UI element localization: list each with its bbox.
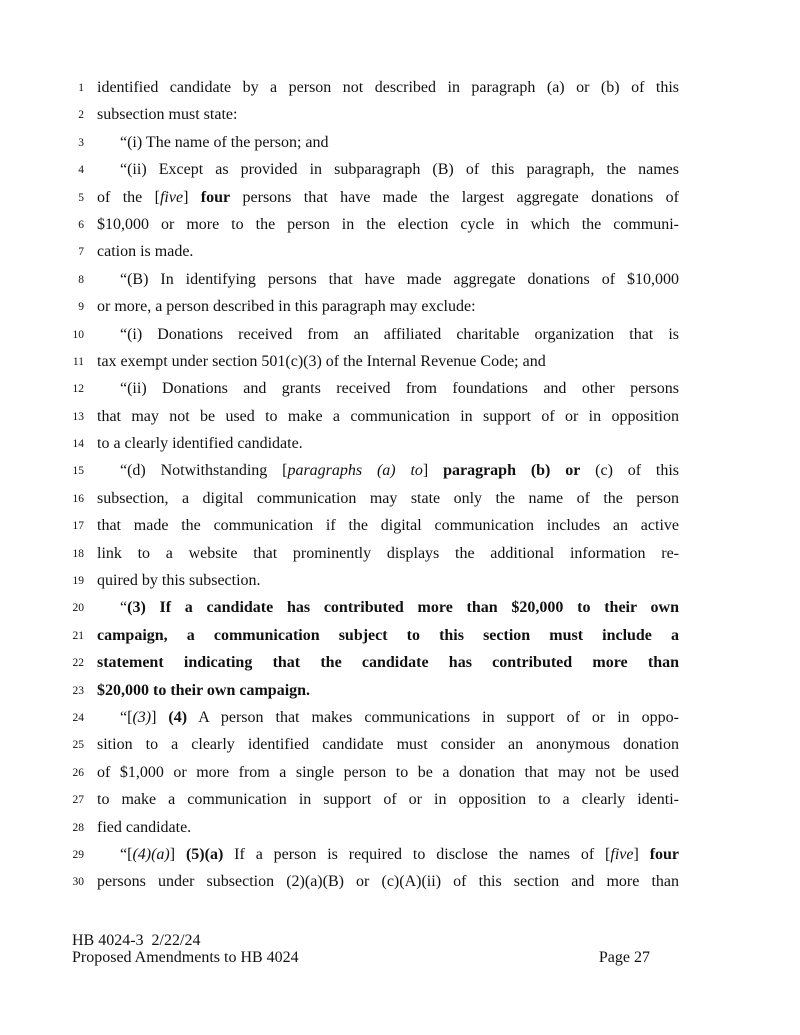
line-number: 28 [72,821,84,834]
line-text [97,762,679,784]
footer-doc-id: HB 4024-3 2/22/24 [72,932,201,949]
line-number: 5 [78,191,84,204]
line-number: 4 [78,164,84,177]
text-segment: to a clearly identified candidate. [97,435,303,453]
text-line [0,762,800,789]
text-line [0,680,800,707]
line-text [97,570,679,592]
line-number: 20 [72,602,84,615]
text-line [0,460,800,487]
amendment-deletion: five [610,845,634,863]
text-line [0,269,800,296]
line-number: 25 [72,739,84,752]
line-text [97,789,679,811]
text-segment: sition to a clearly identified candidate must consider an anonymous donation [97,736,679,754]
text-segment: “(B) In identifying persons that have made aggregate donations of $10,000 [120,270,679,288]
text-segment: “(ii) Donations and grants received from foundations and other persons [120,380,679,398]
text-segment: ] [422,462,444,480]
text-segment: “(i) Donations received from an affiliated charitable organization that is [120,325,679,343]
amendment-deletion: (3) [132,708,152,726]
line-number: 7 [78,246,84,259]
text-line [0,817,800,844]
text-segment: “(d) Notwithstanding [ [120,462,288,480]
text-line [0,515,800,542]
line-text [97,324,679,346]
line-number: 23 [72,684,84,697]
line-number: 27 [72,794,84,807]
line-text [97,406,679,428]
line-text [97,817,679,839]
text-line [0,844,800,871]
text-segment: ] [151,708,169,726]
amendment-deletion: (4)(a) [132,845,170,863]
text-segment: cation is made. [97,243,194,261]
line-text [97,77,679,99]
amendment-insertion: (3) If a candidate has contributed more than $20,000 to their own [127,599,679,617]
page-number: Page 27 [598,949,650,966]
line-text [97,734,679,756]
line-text [97,159,679,181]
text-segment: that may not be used to make a communication in support of or in opposition [97,407,679,425]
text-segment: If a person is required to disclose the names of [ [223,845,611,863]
line-text [97,269,679,291]
text-segment: fied candidate. [97,818,192,836]
footer-title: Proposed Amendments to HB 4024 [72,949,299,966]
line-number: 14 [72,438,84,451]
text-line [0,488,800,515]
line-text [97,707,679,729]
text-line [0,734,800,761]
text-segment: ] [183,188,201,206]
line-number: 29 [72,848,84,861]
text-segment: “[ [120,845,133,863]
line-number: 24 [72,711,84,724]
text-segment: “ [120,599,128,617]
line-number: 6 [78,218,84,231]
line-text [97,597,679,619]
line-number: 16 [72,492,84,505]
amendment-insertion: campaign, a communication subject to this section must include a [97,626,679,644]
line-number: 1 [78,82,84,94]
line-number: 9 [78,301,84,314]
line-number: 22 [72,657,84,670]
amendment-insertion: paragraph (b) or [443,462,581,480]
line-number: 17 [72,520,84,533]
text-segment: “[ [120,708,133,726]
text-segment: persons that have made the largest aggregate donations of [230,188,679,206]
text-segment: of the [ [97,188,160,206]
amendment-insertion: (4) [168,708,188,726]
text-line [0,543,800,570]
text-line [0,625,800,652]
text-line [0,378,800,405]
amendment-deletion: paragraphs (a) to [287,462,423,480]
line-text [97,104,679,126]
line-text [97,296,679,318]
line-number: 15 [72,465,84,478]
line-text [97,460,679,482]
amendment-insertion: four [649,845,680,863]
line-text [97,241,679,263]
text-line [0,351,800,378]
text-segment: subsection, a digital communication may state only the name of the person [97,489,679,507]
text-line [0,652,800,679]
text-segment: that made the communication if the digital communication includes an active [97,517,679,535]
text-line [0,433,800,460]
text-line [0,241,800,268]
text-segment: ] [169,845,186,863]
line-text [97,625,679,647]
text-segment: or more, a person described in this paragraph may exclude: [97,298,476,316]
text-segment: $10,000 or more to the person in the election cycle in which the communi- [97,215,679,233]
text-segment: of $1,000 or more from a single person to be a donation that may not be used [97,763,679,781]
text-segment: to make a communication in support of or in opposition to a clearly identi- [97,791,679,809]
line-text [97,515,679,537]
text-line [0,104,800,131]
text-line [0,296,800,323]
text-segment: (c) of this [580,462,680,480]
amendment-insertion: $20,000 to their own campaign. [97,681,311,699]
line-text [97,378,679,400]
line-text [97,351,679,373]
line-text [97,844,679,866]
text-segment: identified candidate by a person not described in paragraph (a) or (b) of this [97,79,679,96]
text-line [0,707,800,734]
document-body [0,77,800,899]
line-number: 21 [72,629,84,642]
text-line [0,789,800,816]
amendment-insertion: (5)(a) [185,845,224,863]
line-number: 19 [72,575,84,588]
line-text [97,488,679,510]
line-number: 12 [72,383,84,396]
amendment-insertion: four [200,188,231,206]
line-number: 30 [72,876,84,889]
line-text [97,214,679,236]
line-text [97,132,679,154]
line-number: 2 [78,109,84,122]
text-line [0,187,800,214]
line-number: 26 [72,766,84,779]
text-line [0,597,800,624]
line-text [97,871,679,893]
text-segment: A person that makes communications in support of or in oppo- [187,708,679,726]
text-line [0,871,800,898]
text-segment: subsection must state: [97,106,238,124]
line-text [97,433,679,455]
text-segment: ] [633,845,650,863]
text-line [0,570,800,597]
line-number: 13 [72,410,84,423]
amendment-deletion: five [159,188,184,206]
text-segment: link to a website that prominently displays the additional information re- [97,544,679,562]
page-footer [72,932,650,966]
line-text [97,187,679,209]
text-segment: “(i) The name of the person; and [120,133,329,151]
line-number: 8 [78,273,84,286]
text-segment: quired by this subsection. [97,572,261,590]
line-number: 10 [72,328,84,341]
text-line [0,132,800,159]
text-line [0,159,800,186]
text-segment: tax exempt under section 501(c)(3) of the Internal Revenue Code; and [97,352,546,370]
text-segment: persons under subsection (2)(a)(B) or (c)(A)(ii) of this section and more than [97,873,679,891]
line-number: 11 [72,355,84,368]
text-line [0,214,800,241]
text-line [0,406,800,433]
line-text [97,652,679,674]
text-line [0,324,800,351]
line-number: 18 [72,547,84,560]
line-text [97,680,679,702]
text-segment: “(ii) Except as provided in subparagraph (B) of this paragraph, the names [120,161,679,179]
amendment-insertion: statement indicating that the candidate has contributed more than [97,654,679,672]
line-number: 3 [78,136,84,149]
line-text [97,543,679,565]
text-line [0,77,800,104]
